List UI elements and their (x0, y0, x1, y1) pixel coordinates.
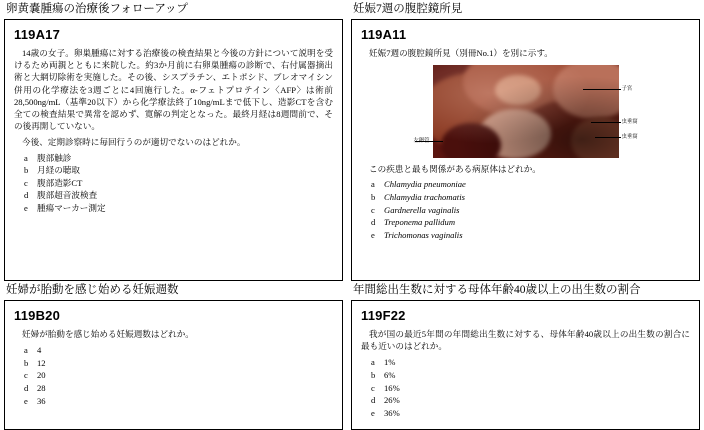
choice-label: d (371, 217, 376, 228)
question-cell-2 (347, 0, 704, 281)
question-id-1: 119A17 (14, 27, 61, 42)
choice-label: a (24, 345, 28, 356)
choice-text: Chlamydia trachomatis (384, 192, 465, 202)
choice-text: 1% (384, 357, 396, 368)
choice-text: 12 (37, 357, 46, 368)
question-caption-1: 卵黄嚢腫瘍の治療後フォローアップ (6, 3, 189, 15)
question-cell-3 (0, 281, 347, 430)
photo-label-appendix-fossa-1: 虫垂窩 (621, 119, 638, 126)
choice-text: 腹部触診 (37, 152, 72, 163)
choice-text: 36 (37, 395, 46, 406)
question-prompt-2: この疾患と最も関係がある病原体はどれか。 (369, 164, 541, 175)
choice-text: Trichomonas vaginalis (384, 229, 463, 240)
leader-line (591, 122, 621, 123)
leader-line (595, 137, 621, 138)
choice-item[interactable] (24, 382, 333, 395)
choice-text: 36% (384, 407, 400, 418)
choice-label: c (371, 382, 375, 393)
choice-text: 月経の聴取 (37, 165, 80, 176)
choice-item[interactable] (24, 164, 333, 177)
choice-text: 腫瘍マーカー測定 (37, 203, 106, 213)
choice-label: b (24, 165, 29, 176)
choice-item[interactable] (24, 369, 333, 382)
question-card-2 (351, 19, 700, 281)
choice-list-1 (14, 152, 333, 215)
photo-label-left-tube: 左卵管 (413, 138, 430, 145)
choice-list-4 (361, 356, 690, 419)
choice-item[interactable] (24, 357, 333, 370)
question-id-3: 119B20 (14, 308, 61, 323)
choice-text: Gardnerella vaginalis (384, 204, 460, 215)
choice-text: 6% (384, 370, 396, 380)
choice-item[interactable] (24, 177, 333, 190)
choice-text: Treponema pallidum (384, 217, 456, 228)
choice-label: b (371, 192, 376, 202)
choice-label: b (371, 370, 376, 380)
choice-label: a (371, 179, 375, 190)
choice-item[interactable] (24, 152, 333, 165)
choice-item[interactable] (24, 344, 333, 357)
question-stem-3: 妊婦が胎動を感じ始める妊娠週数はどれか。 (22, 329, 194, 339)
question-cell-1 (0, 0, 347, 281)
choice-item[interactable] (371, 204, 690, 217)
choice-item[interactable] (371, 191, 690, 204)
question-caption-4: 年間総出生数に対する母体年齢40歳以上の出生数の割合 (353, 284, 641, 296)
photo-label-uterus: 子宮 (621, 86, 633, 93)
choice-label: c (24, 370, 28, 381)
laparoscopy-photo-wrap (361, 65, 690, 158)
choice-item[interactable] (371, 382, 690, 395)
choice-label: a (371, 357, 375, 368)
choice-label: c (371, 204, 375, 215)
choice-text: 4 (37, 345, 42, 356)
choice-text: Chlamydia pneumoniae (384, 179, 466, 190)
question-card-1 (4, 19, 343, 281)
choice-item[interactable] (371, 394, 690, 407)
choice-text: 20 (37, 370, 46, 381)
choice-item[interactable] (371, 356, 690, 369)
question-stem-2: 妊娠7週の腹腔鏡所見（別冊No.1）を別に示す。 (369, 48, 553, 58)
choice-label: e (24, 395, 28, 406)
question-card-4 (351, 300, 700, 430)
choice-item[interactable] (371, 229, 690, 242)
photo-shading (433, 65, 619, 158)
choice-item[interactable] (24, 395, 333, 408)
choice-label: e (371, 407, 375, 418)
choice-label: e (24, 203, 28, 213)
choice-text: 28 (37, 382, 46, 393)
choice-item[interactable] (371, 178, 690, 191)
question-caption-3: 妊婦が胎動を感じ始める妊娠週数 (6, 284, 179, 296)
choice-item[interactable] (24, 189, 333, 202)
choice-text: 腹部超音波検査 (37, 190, 98, 201)
choice-label: c (24, 177, 28, 188)
question-stem-1: 14歳の女子。卵巣腫瘍に対する治療後の検査結果と今後の方針について説明を受けるため両親とともに来院した。約3か月前に右卵巣腫瘍の診断で、右付属器摘出術と大網切除術を実施した。その後、シスプラチン、エトポシド、ブレオマイシン併用の化学療法を3週ごとに4回施行した。α-フェトプロテイン〈AFP〉は術前28,500ng/mL（基準20以下）から化学療法終了10ng/mLまで低下し、造影CTを含む全ての検査結果で異常を認めず、寛解の判定となった。最終月経は8週間前で、その後再開していない。 (14, 48, 333, 132)
choice-item[interactable] (371, 407, 690, 420)
choice-text: 26% (384, 395, 400, 406)
question-stem-4: 我が国の最近5年間の年間総出生数に対する、母体年齢40歳以上の出生数の割合に最も近いのはどれか。 (361, 329, 690, 352)
photo-label-appendix-fossa-2: 虫垂窩 (621, 134, 638, 141)
choice-list-3 (14, 344, 333, 407)
choice-item[interactable] (24, 202, 333, 215)
choice-label: e (371, 229, 375, 240)
choice-text: 16% (384, 382, 400, 393)
choice-text: 腹部造影CT (37, 177, 83, 188)
question-cell-4 (347, 281, 704, 430)
choice-label: a (24, 152, 28, 163)
choice-item[interactable] (371, 216, 690, 229)
choice-label: b (24, 357, 29, 368)
laparoscopy-photo (433, 65, 619, 158)
question-card-3 (4, 300, 343, 430)
question-prompt-1: 今後、定期診察時に毎回行うのが適切でないのはどれか。 (22, 137, 246, 148)
choice-label: d (24, 190, 29, 201)
question-caption-2: 妊娠7週の腹腔鏡所見 (353, 3, 463, 15)
question-id-4: 119F22 (361, 308, 406, 323)
choice-label: d (371, 395, 376, 406)
choice-item[interactable] (371, 369, 690, 382)
choice-label: d (24, 382, 29, 393)
leader-line (583, 89, 621, 90)
choice-list-2 (361, 178, 690, 241)
question-id-2: 119A11 (361, 27, 407, 42)
